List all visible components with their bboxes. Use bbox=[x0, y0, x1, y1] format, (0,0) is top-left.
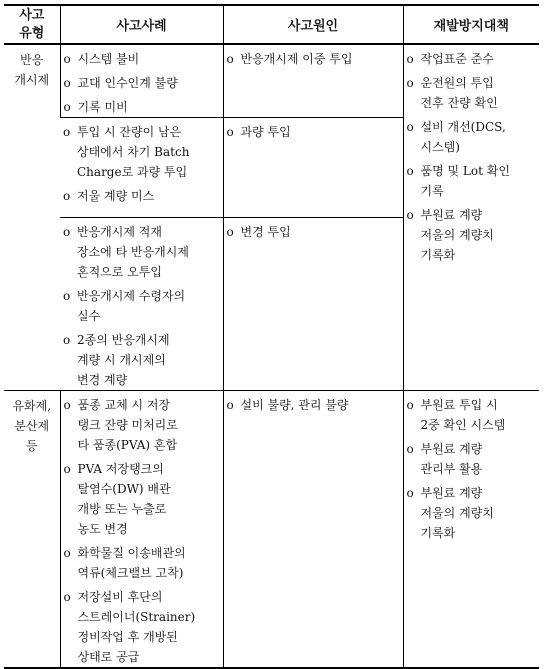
list-item bbox=[407, 483, 538, 543]
table-row bbox=[4, 391, 539, 669]
list-item bbox=[407, 439, 538, 479]
header-accident-causes: 사고원인 bbox=[223, 5, 403, 44]
cause-cell bbox=[223, 218, 403, 391]
bullet-marker: o bbox=[63, 333, 71, 347]
bullet-marker: o bbox=[63, 398, 71, 412]
cause-list bbox=[224, 45, 403, 69]
list-item-text: 반응개시제 적재 장소에 타 반응개시제 혼적으로 오투입 bbox=[77, 225, 189, 279]
table-body bbox=[4, 44, 539, 668]
case-cell bbox=[60, 44, 223, 118]
bullet-marker: o bbox=[406, 398, 414, 412]
list-item bbox=[64, 543, 221, 583]
list-item bbox=[64, 395, 221, 455]
list-item-text: 시스템 불비 bbox=[77, 52, 140, 66]
list-item-text: 2종의 반응개시제 계량 시 개시제의 변경 계량 bbox=[77, 333, 170, 387]
case-list bbox=[60, 118, 223, 206]
list-item bbox=[407, 49, 538, 69]
bullet-marker: o bbox=[63, 546, 71, 560]
list-item bbox=[63, 186, 221, 206]
list-item-text: 저장설비 후단의 스트레이너(Strainer) 정비작업 후 개방된 상태로 공급 bbox=[77, 590, 196, 664]
list-item bbox=[63, 222, 221, 282]
list-item-text: 품명 및 Lot 확인 기록 bbox=[420, 164, 510, 198]
measure-cell bbox=[403, 44, 539, 391]
list-item-text: 기록 미비 bbox=[77, 100, 128, 114]
measure-list bbox=[404, 45, 540, 265]
accident-type-text: 유화제, 분산제 등 bbox=[12, 399, 52, 453]
list-item bbox=[227, 49, 401, 69]
bullet-marker: o bbox=[63, 225, 71, 239]
accident-table bbox=[4, 4, 539, 669]
list-item-text: 교대 인수인계 불량 bbox=[77, 76, 178, 90]
bullet-marker: o bbox=[63, 76, 71, 90]
list-item bbox=[227, 222, 401, 242]
bullet-marker: o bbox=[226, 52, 234, 66]
list-item-text: 부원료 계량 저울의 계량치 기록화 bbox=[420, 486, 494, 540]
list-item-text: 부원료 계량 관리부 활용 bbox=[420, 442, 483, 476]
list-item-text: 투입 시 잔량이 남은 상태에서 차기 Batch Charge로 과량 투입 bbox=[77, 125, 190, 179]
bullet-marker: o bbox=[226, 398, 234, 412]
list-item bbox=[64, 97, 221, 117]
bullet-marker: o bbox=[63, 189, 71, 203]
list-item bbox=[407, 205, 538, 265]
cause-cell bbox=[223, 44, 403, 118]
list-item-text: 설비 개선(DCS, 시스템) bbox=[420, 120, 506, 154]
cause-list bbox=[224, 118, 403, 142]
bullet-marker: o bbox=[63, 289, 71, 303]
bullet-marker: o bbox=[406, 208, 414, 222]
accident-type-cell bbox=[4, 391, 60, 669]
list-item-text: 변경 투입 bbox=[240, 225, 291, 239]
header-row bbox=[4, 5, 539, 44]
bullet-marker: o bbox=[406, 486, 414, 500]
list-item-text: 부원료 투입 시 2중 확인 시스템 bbox=[420, 398, 506, 432]
header-prevention-measures: 재발방지대책 bbox=[403, 5, 539, 44]
header-accident-type bbox=[4, 5, 60, 44]
list-item bbox=[407, 73, 538, 113]
case-cell bbox=[60, 391, 223, 669]
list-item bbox=[227, 395, 401, 415]
list-item-text: 작업표준 준수 bbox=[420, 52, 494, 66]
case-cell bbox=[60, 218, 223, 391]
list-item bbox=[64, 49, 221, 69]
case-list bbox=[61, 391, 223, 667]
accident-type-text: 반응 개시제 bbox=[14, 53, 50, 87]
measure-cell bbox=[403, 391, 539, 669]
bullet-marker: o bbox=[406, 164, 414, 178]
bullet-marker: o bbox=[406, 442, 414, 456]
list-item-text: 품종 교체 시 저장 탱크 잔량 미처리로 타 품종(PVA) 혼합 bbox=[77, 398, 178, 452]
measure-list bbox=[404, 391, 540, 543]
list-item-text: 운전원의 투입 전후 잔량 확인 bbox=[420, 76, 498, 110]
bullet-marker: o bbox=[406, 52, 414, 66]
bullet-marker: o bbox=[406, 76, 414, 90]
list-item bbox=[407, 117, 538, 157]
bullet-marker: o bbox=[63, 100, 71, 114]
bullet-marker: o bbox=[226, 125, 234, 139]
list-item-text: 화학물질 이송배관의 역류(체크밸브 고착) bbox=[77, 546, 186, 580]
list-item-text: PVA 저장탱크의 탈염수(DW) 배관 개방 또는 누출로 농도 변경 bbox=[77, 462, 171, 536]
table-row bbox=[4, 44, 539, 118]
list-item-text: 반응개시제 이중 투입 bbox=[240, 52, 353, 66]
cause-cell bbox=[223, 118, 403, 218]
bullet-marker: o bbox=[226, 225, 234, 239]
list-item-text: 과량 투입 bbox=[240, 125, 291, 139]
list-item bbox=[63, 330, 221, 390]
case-cell bbox=[60, 118, 223, 218]
bullet-marker: o bbox=[63, 462, 71, 476]
list-item-text: 반응개시제 수령자의 실수 bbox=[77, 289, 186, 323]
list-item bbox=[63, 122, 221, 182]
list-item bbox=[64, 73, 221, 93]
list-item bbox=[64, 587, 221, 667]
list-item-text: 부원료 계량 저울의 계량치 기록화 bbox=[420, 208, 494, 262]
header-accident-type-text: 사고 유형 bbox=[19, 7, 45, 41]
bullet-marker: o bbox=[63, 52, 71, 66]
header-accident-cases: 사고사례 bbox=[60, 5, 223, 44]
bullet-marker: o bbox=[406, 120, 414, 134]
accident-type-cell bbox=[4, 44, 60, 391]
bullet-marker: o bbox=[63, 125, 71, 139]
list-item bbox=[407, 395, 538, 435]
case-list bbox=[60, 218, 223, 390]
cause-list bbox=[224, 218, 403, 242]
list-item-text: 설비 불량, 관리 불량 bbox=[240, 398, 349, 412]
cause-list bbox=[224, 391, 403, 415]
list-item bbox=[227, 122, 401, 142]
bullet-marker: o bbox=[63, 590, 71, 604]
list-item-text: 저울 계량 미스 bbox=[77, 189, 155, 203]
list-item bbox=[407, 161, 538, 201]
case-list bbox=[61, 45, 223, 117]
cause-cell bbox=[223, 391, 403, 669]
list-item bbox=[63, 286, 221, 326]
list-item bbox=[64, 459, 221, 539]
